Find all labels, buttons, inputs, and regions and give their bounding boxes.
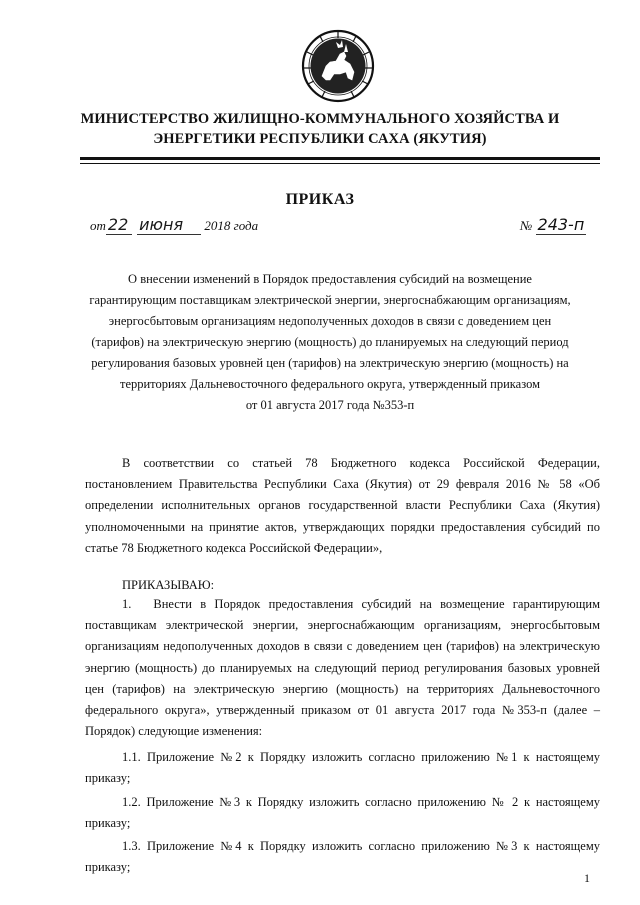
order-word: ПРИКАЗЫВАЮ: [122, 578, 215, 592]
subject-line-2: гарантирующим поставщикам электрической энергии, энергоснабжающим организациям, [89, 293, 571, 307]
item-1-number: 1. [122, 597, 132, 611]
date-prefix: от [90, 218, 106, 233]
page-number: 1 [584, 871, 590, 885]
subject-line-6: территориях Дальневосточного федерального округа, утвержденный приказом [119, 377, 540, 391]
subitem-1-3-block [85, 836, 600, 878]
date-day-handwritten: 22 [106, 215, 132, 235]
header-rule-thin [80, 163, 600, 164]
subject-line-3: энергосбытовым организациям недополученных доходов в связи с доведением цен [108, 314, 552, 328]
subject-line-1: О внесении изменений в Порядок предоставления субсидий на возмещение [128, 272, 532, 286]
number-handwritten: 243-п [537, 215, 585, 234]
ministry-name-line1: МИНИСТЕРСТВО ЖИЛИЩНО-КОММУНАЛЬНОГО ХОЗЯЙСТВА И [80, 111, 560, 127]
coat-of-arms-icon [300, 28, 376, 104]
ministry-name-line2: ЭНЕРГЕТИКИ РЕСПУБЛИКИ САХА (ЯКУТИЯ) [153, 131, 487, 147]
number-prefix: № [520, 218, 533, 233]
date-suffix: 2018 года [204, 218, 259, 233]
preamble-paragraph [85, 453, 600, 559]
subitem-1-3: 1.3. Приложение №4 к Порядку изложить согласно приложению №3 к настоящему приказу; [85, 839, 600, 875]
subitem-1-2: 1.2. Приложение №3 к Порядку изложить согласно приложению № 2 к настоящему приказу; [85, 795, 600, 831]
order-date [90, 215, 258, 235]
header-rule-thick [80, 157, 600, 160]
subitem-1-1-block [85, 747, 600, 789]
subitem-1-1: 1.1. Приложение №2 к Порядку изложить согласно приложению №1 к настоящему приказу; [85, 750, 600, 786]
order-number [520, 215, 586, 235]
subject-line-4: (тарифов) на электрическую энергию (мощность) до планируемых на следующий период [91, 335, 569, 349]
item-1-text: Внести в Порядок предоставления субсидий на возмещение гарантирующим поставщикам электрической энергии, энергоснабжающим организациям, энергосбытовым организациям недополученных доходов в связи с доведением цен (тарифов) на электрическую энергию (мощность) до планируемых на следующий период регулирования базовых уровней цен (тарифов) на электрическую энергию (мощность) на территориях Дальневосточного федерального округа», утвержденный приказом от 01 августа 2017 года №353-п (далее – Порядок) следующие изменения: [85, 597, 600, 739]
date-month-handwritten: июня [137, 215, 201, 235]
item-1-block [85, 594, 600, 742]
subject-line-7: от 01 августа 2017 года №353-п [245, 398, 415, 412]
order-title: ПРИКАЗ [285, 191, 355, 208]
preamble-text: В соответствии со статьей 78 Бюджетного кодекса Российской Федерации, постановлением Правительства Республики Саха (Якутия) от 29 февраля 2016 № 58 «Об определении исполнительных органов государственной власти Республики Саха (Якутия) уполномоченными на принятие актов, утверждающих порядки предоставления субсидий по статье 78 Бюджетного кодекса Российской Федерации», [85, 456, 600, 555]
subitem-1-2-block [85, 792, 600, 834]
subject-line-5: регулирования базовых уровней цен (тарифов) на электрическую энергию (мощность) на [91, 356, 569, 370]
